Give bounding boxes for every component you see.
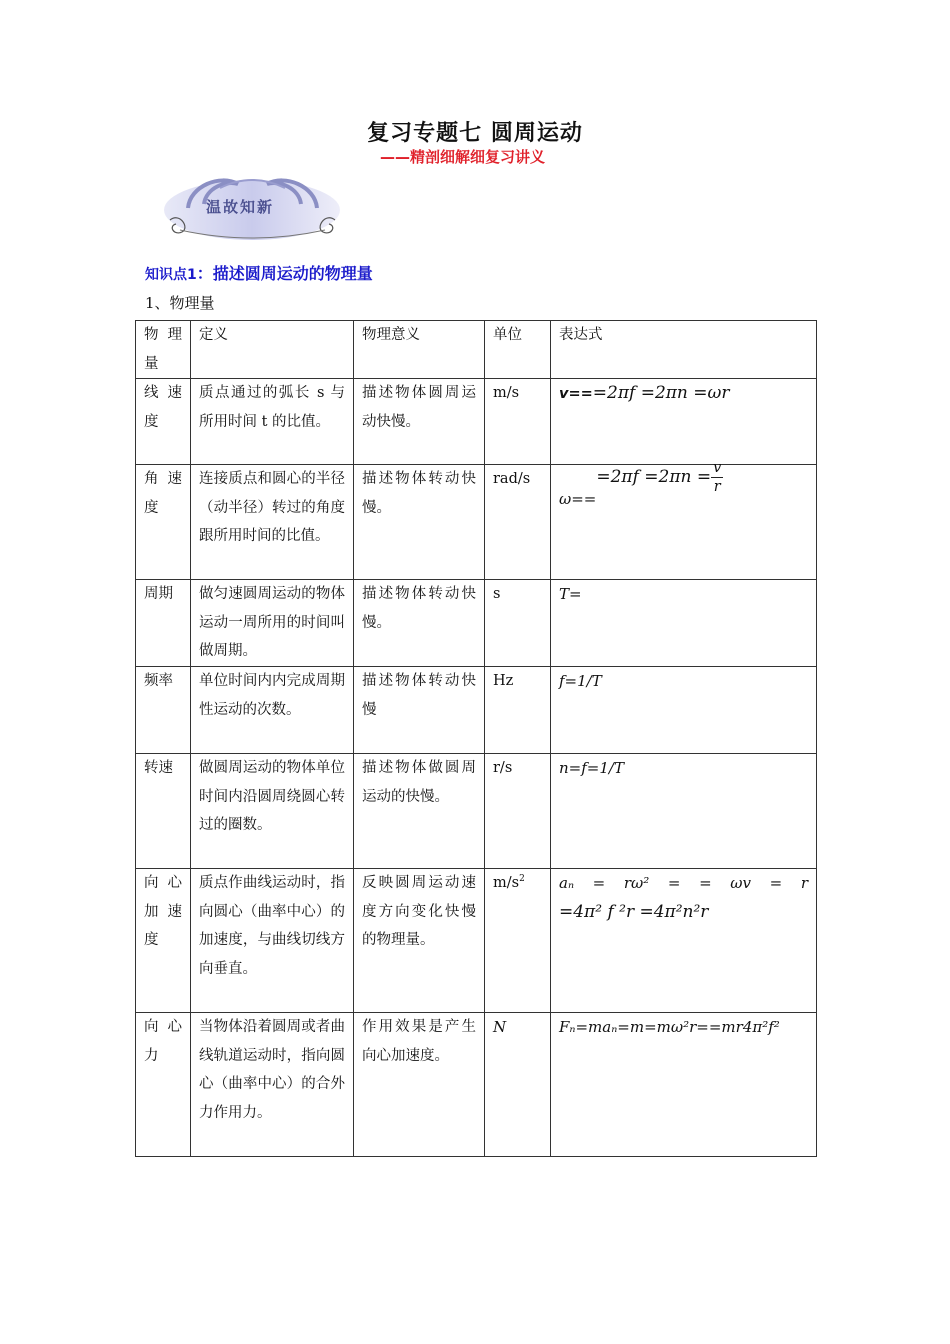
unit-cell: s [485, 580, 551, 667]
header-cell: 单位 [485, 321, 551, 379]
quantity-name: 线速度 [136, 379, 191, 465]
header-cell: 表达式 [551, 321, 817, 379]
quantity-name: 转速 [136, 754, 191, 869]
quantity-name: 向心加速度 [136, 869, 191, 1013]
definition-cell: 当物体沿着圆周或者曲线轨道运动时，指向圆心（曲率中心）的合外力作用力。 [191, 1013, 354, 1157]
formula-cell: f=1/T [551, 667, 817, 754]
banner-text: 温故知新 [206, 198, 275, 216]
unit-cell: r/s [485, 754, 551, 869]
table-row [136, 379, 817, 465]
formula-cell: Fₙ=maₙ=m=mω²r==mr4π²f² [551, 1013, 817, 1157]
definition-cell: 连接质点和圆心的半径（动半径）转过的角度跟所用时间的比值。 [191, 465, 354, 580]
table-row [136, 580, 817, 667]
definition-cell: 做圆周运动的物体单位时间内沿圆周绕圆心转过的圈数。 [191, 754, 354, 869]
table-row [136, 754, 817, 869]
table-row [136, 1013, 817, 1157]
table-row [136, 869, 817, 1013]
definition-cell: 质点通过的弧长 s 与所用时间 t 的比值。 [191, 379, 354, 465]
knowledge-point-heading: 知识点1：描述圆周运动的物理量 [145, 264, 373, 283]
quantity-name: 周期 [136, 580, 191, 667]
formula-text: v== [559, 386, 593, 402]
meaning-cell: 描述物体做圆周运动的快慢。 [354, 754, 485, 869]
review-banner [160, 168, 345, 250]
unit-cell: N [485, 1013, 551, 1157]
formula-cell: n=f=1/T [551, 754, 817, 869]
meaning-cell: 反映圆周运动速度方向变化快慢的物理量。 [354, 869, 485, 1013]
definition-cell: 单位时间内内完成周期性运动的次数。 [191, 667, 354, 754]
formula-cell [551, 460, 817, 580]
header-cell: 定义 [191, 321, 354, 379]
page-subtitle: ——精剖细解细复习讲义 [380, 148, 546, 166]
meaning-cell: 描述物体转动快慢 [354, 667, 485, 754]
formula-text: =4π² f ²r =4π²n²r [559, 901, 709, 922]
page-title: 复习专题七 圆周运动 [367, 121, 583, 146]
meaning-cell: 描述物体转动快慢。 [354, 580, 485, 667]
formula-cell [551, 869, 817, 1013]
unit-cell: m/s [485, 379, 551, 465]
quantity-name: 向心力 [136, 1013, 191, 1157]
formula-text: aₙ = rω² = = ωv = r [559, 874, 808, 892]
unit-cell: Hz [485, 667, 551, 754]
meaning-cell: 描述物体转动快慢。 [354, 465, 485, 580]
unit-cell: $m/s^2$ [485, 869, 551, 1013]
formula-cell [551, 379, 817, 465]
table-row [136, 465, 817, 580]
quantity-name: 频率 [136, 667, 191, 754]
formula-text: ω== [559, 490, 597, 508]
header-cell: 物理意义 [354, 321, 485, 379]
table-row [136, 667, 817, 754]
formula-cell: T= [551, 580, 817, 667]
fraction: $\frac{v}{r}$ [713, 460, 722, 495]
formula-text: =2πf =2πn = [596, 466, 712, 487]
header-cell: 物理量 [136, 321, 191, 379]
meaning-cell: 描述物体圆周运动快慢。 [354, 379, 485, 465]
section-heading: 1、物理量 [145, 294, 215, 312]
formula-text: =2πf =2πn =ωr [592, 383, 730, 403]
unit-cell: rad/s [485, 465, 551, 580]
physical-quantities-table [135, 320, 817, 1157]
definition-cell: 质点作曲线运动时，指向圆心（曲率中心）的加速度，与曲线切线方向垂直。 [191, 869, 354, 1013]
definition-cell: 做匀速圆周运动的物体运动一周所用的时间叫做周期。 [191, 580, 354, 667]
meaning-cell: 作用效果是产生向心加速度。 [354, 1013, 485, 1157]
table-header-row [136, 321, 817, 379]
quantity-name: 角速度 [136, 465, 191, 580]
